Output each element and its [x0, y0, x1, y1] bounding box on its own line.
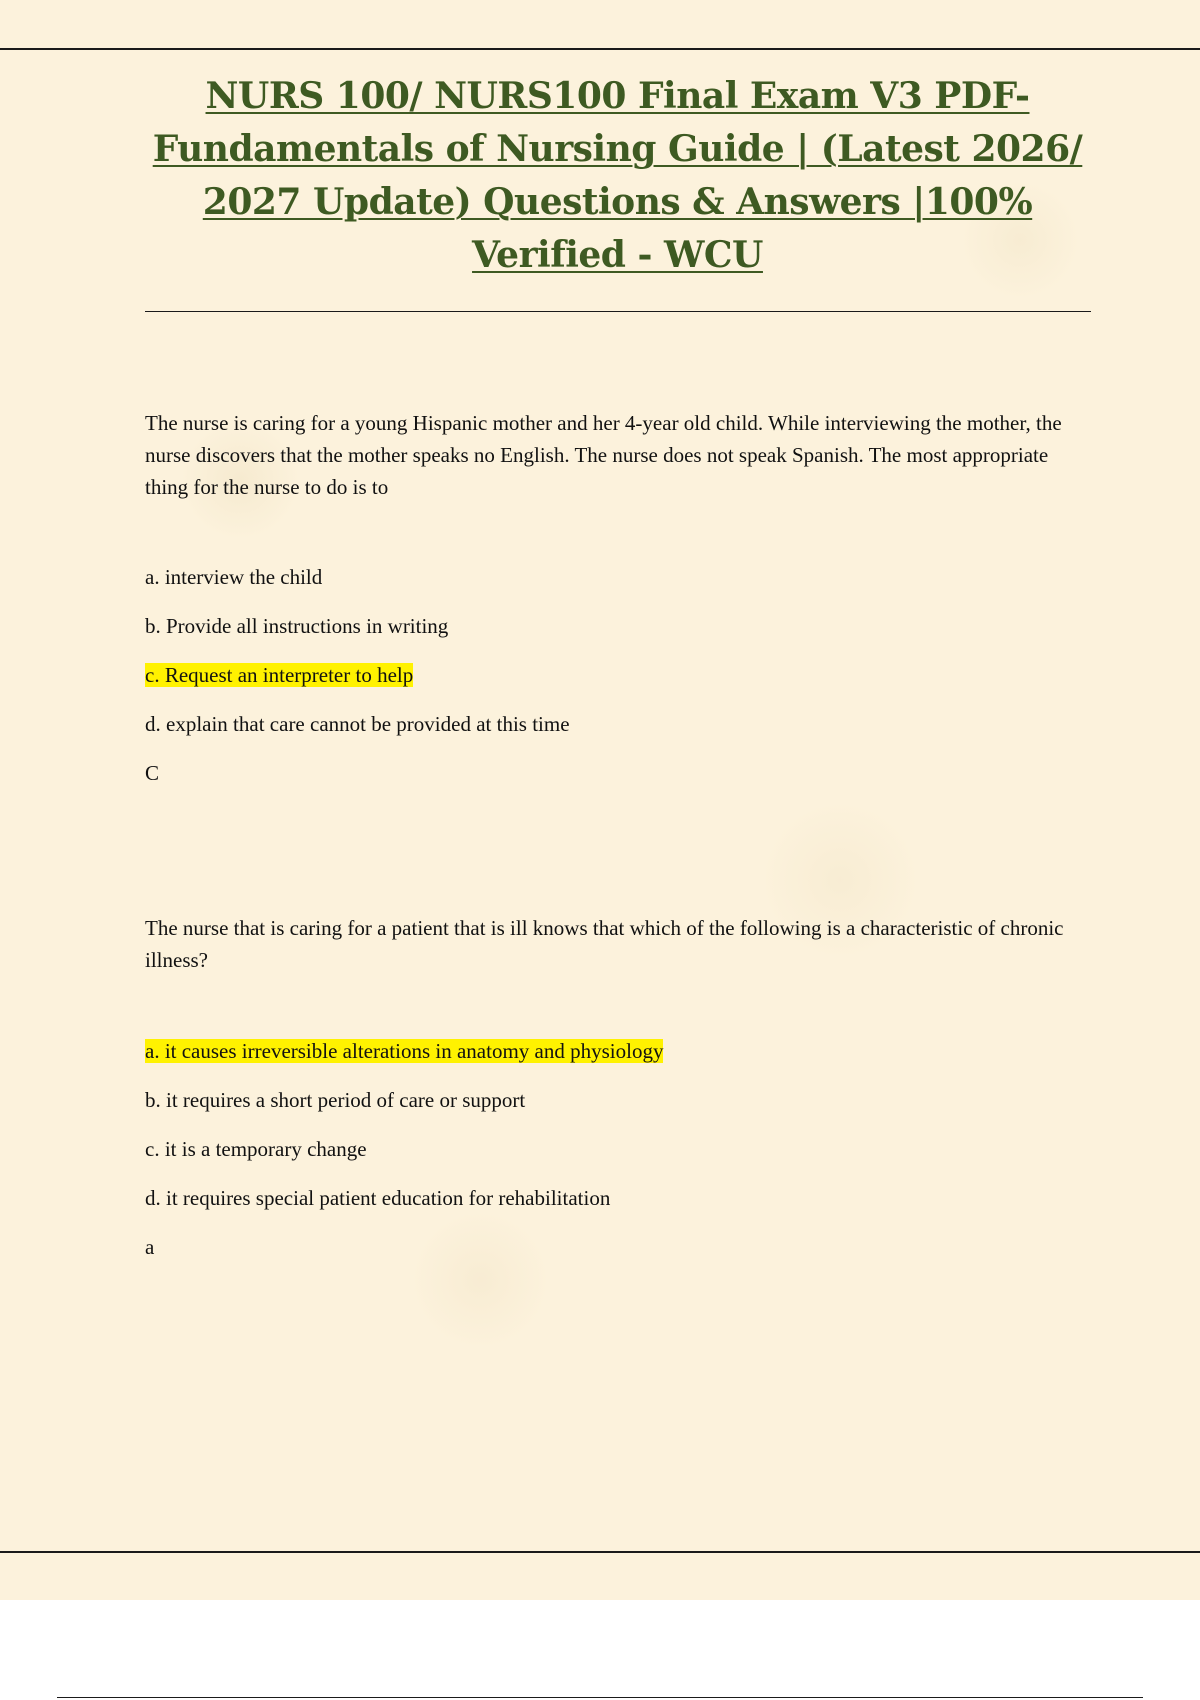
answer-1: C: [145, 761, 160, 785]
option-1b-text: b. Provide all instructions in writing: [145, 614, 449, 638]
option-2b: [145, 1085, 1095, 1115]
question-block-1: [145, 407, 1095, 788]
option-2d: [145, 1183, 1095, 1213]
document-title: NURS 100/ NURS100 Final Exam V3 PDF- Fundamentals of Nursing Guide | (Latest 2026/ 2027 Update) Questions & Answers |100% Verified - WCU: [152, 75, 1083, 276]
option-1a-text: a. interview the child: [145, 565, 323, 589]
option-2b-text: b. it requires a short period of care or support: [145, 1088, 526, 1112]
option-1d: [145, 709, 1095, 739]
option-2a-text: a. it causes irreversible alterations in anatomy and physiology: [145, 1039, 664, 1063]
option-1b: [145, 611, 1095, 641]
bottom-divider: [0, 1551, 1200, 1553]
option-2a-highlighted: [145, 1036, 1095, 1066]
document-content: [145, 407, 1095, 1262]
answer-2: a: [145, 1235, 155, 1259]
option-2d-text: d. it requires special patient education for rehabilitation: [145, 1186, 611, 1210]
title-divider: [145, 311, 1091, 312]
options-list-1: [145, 562, 1095, 739]
question-text-2: The nurse that is caring for a patient that is ill knows that which of the following is a characteristic of chronic illness?: [145, 916, 1064, 972]
question-text-1: The nurse is caring for a young Hispanic mother and her 4-year old child. While interviewing the mother, the nurse discovers that the mother speaks no English. The nurse does not speak Spanish. The most appropriate thing for the nurse to do is to: [145, 411, 1062, 499]
option-1c-highlighted: [145, 660, 1095, 690]
option-2c-text: c. it is a temporary change: [145, 1137, 367, 1161]
option-1a: [145, 562, 1095, 592]
option-1d-text: d. explain that care cannot be provided at this time: [145, 712, 570, 736]
footer-divider: [57, 1697, 1143, 1698]
question-block-2: [145, 912, 1095, 1262]
option-2c: [145, 1134, 1095, 1164]
option-1c-text: c. Request an interpreter to help: [145, 663, 414, 687]
options-list-2: [145, 1036, 1095, 1213]
top-divider: [0, 48, 1200, 50]
